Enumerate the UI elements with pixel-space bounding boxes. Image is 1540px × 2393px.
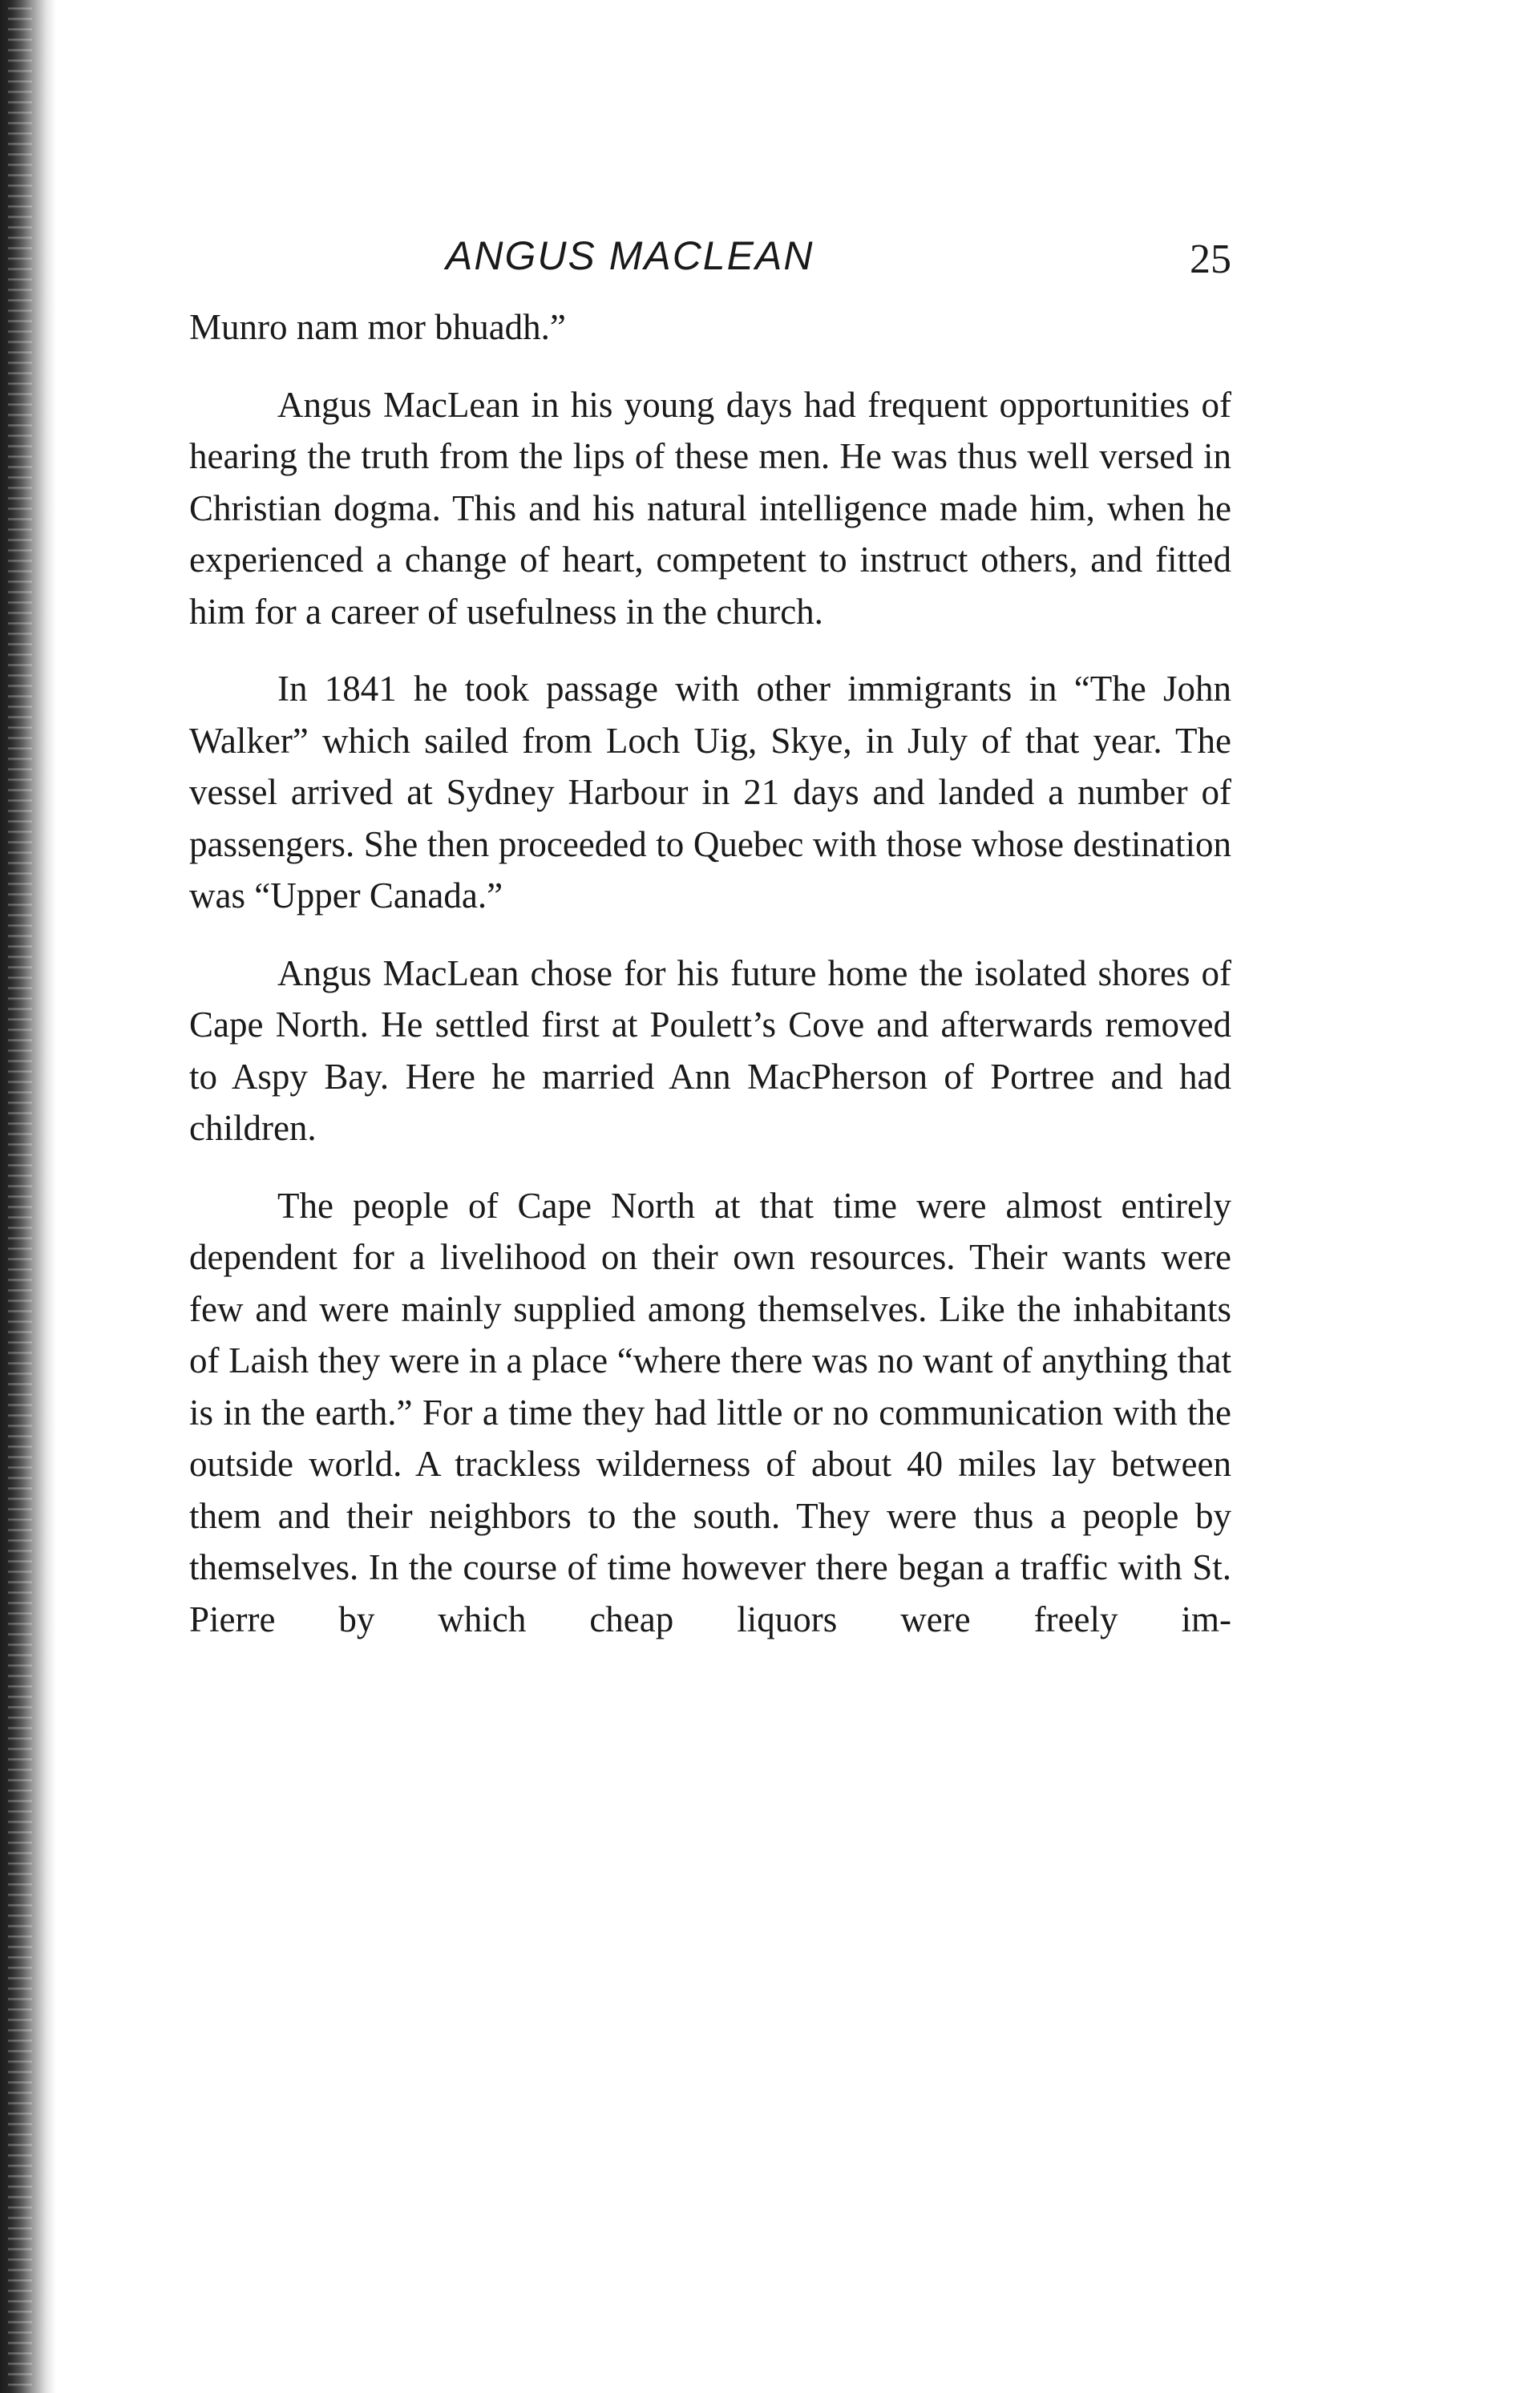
- paragraph-settlement: Angus MacLean chose for his future home the isolated shores of Cape North. He settled first at Poulett’s Cove and afterwards removed to Aspy Bay. Here he married Ann MacPherson of Portree and had children.: [189, 952, 1231, 1148]
- paragraph-cape-north-people: The people of Cape North at that time were almost entirely dependent for a livelihood on their own resources. Their wants were few and were mainly supplied among themselves. Like the inhabitants of Laish they were in a place “where there was no want of anything that is in the earth.” For a time they had little or no communication with the outside world. A trackless wilderness of about 40 miles lay between them and their neighbors to the south. They were thus a people by themselves. In the course of time however there began a traffic with St. Pierre by which cheap liquors were freely im-: [189, 1185, 1231, 1639]
- page-number: 25: [1190, 236, 1231, 282]
- paragraph-voyage: In 1841 he took passage with other immigrants in “The John Walker” which sailed from Loch Uig, Skye, in July of that year. The vessel arrived at Sydney Harbour in 21 days and landed a number of passengers. She then proceeded to Quebec with those whose destination was “Upper Canada.”: [189, 669, 1231, 916]
- running-title: ANGUS MACLEAN: [446, 233, 814, 278]
- book-binding-edge: [0, 0, 56, 2393]
- paragraph-continuation: Munro nam mor bhuadh.”: [189, 307, 566, 347]
- book-page: [189, 232, 1231, 1645]
- running-head: [189, 232, 1231, 297]
- paragraph-education: Angus MacLean in his young days had frequent opportunities of hearing the truth from the lips of these men. He was thus well versed in Christian dogma. This and his natural intelligence made him, when he experienced a change of heart, competent to instruct others, and fitted him for a career of usefulness in the church.: [189, 384, 1231, 632]
